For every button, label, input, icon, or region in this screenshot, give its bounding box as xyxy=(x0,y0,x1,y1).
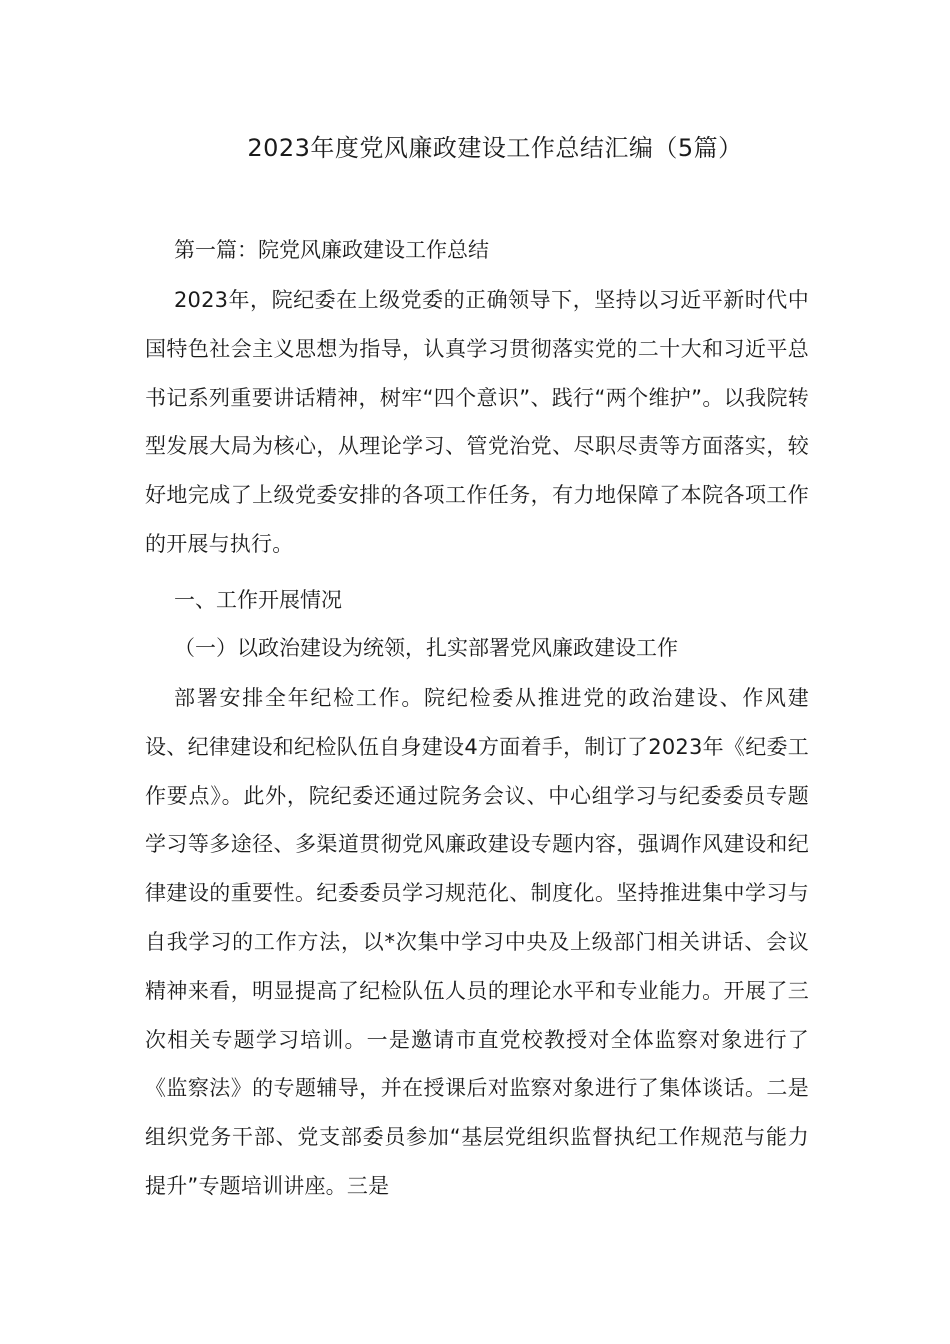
heading-work-status: 一、工作开展情况 xyxy=(174,588,342,612)
document-title: 2023年度党风廉政建设工作总结汇编（5篇） xyxy=(247,134,743,162)
heading-political-construction: （一）以政治建设为统领，扎实部署党风廉政建设工作 xyxy=(174,636,678,660)
paragraph-deployment: 部署安排全年纪检工作。院纪检委从推进党的政治建设、作风建设、纪律建设和纪检队伍自身建设4方面着手，制订了2023年《纪委工作要点》。此外，院纪委还通过院务会议、中心组学习与纪委委员专题学习等多途径、多渠道贯彻党风廉政建设专题内容，强调作风建设和纪律建设的重要性。纪委委员学习规范化、制度化。坚持推进集中学习与自我学习的工作方法，以*次集中学习中央及上级部门相关讲话、会议精神来看，明显提高了纪检队伍人员的理论水平和专业能力。开展了三次相关专题学习培训。一是邀请市直党校教授对全体监察对象进行了《监察法》的专题辅导，并在授课后对监察对象进行了集体谈话。二是组织党务干部、党支部委员参加“基层党组织监督执纪工作规范与能力提升”专题培训讲座。三是 xyxy=(145,686,809,1198)
paragraph-intro: 2023年，院纪委在上级党委的正确领导下，坚持以习近平新时代中国特色社会主义思想为指导，认真学习贯彻落实党的二十大和习近平总书记系列重要讲话精神，树牢“四个意识”、践行“两个维护”。以我院转型发展大局为核心，从理论学习、管党治党、尽职尽责等方面落实，较好地完成了上级党委安排的各项工作任务，有力地保障了本院各项工作的开展与执行。 xyxy=(145,288,809,556)
section-title: 第一篇：院党风廉政建设工作总结 xyxy=(174,238,489,262)
